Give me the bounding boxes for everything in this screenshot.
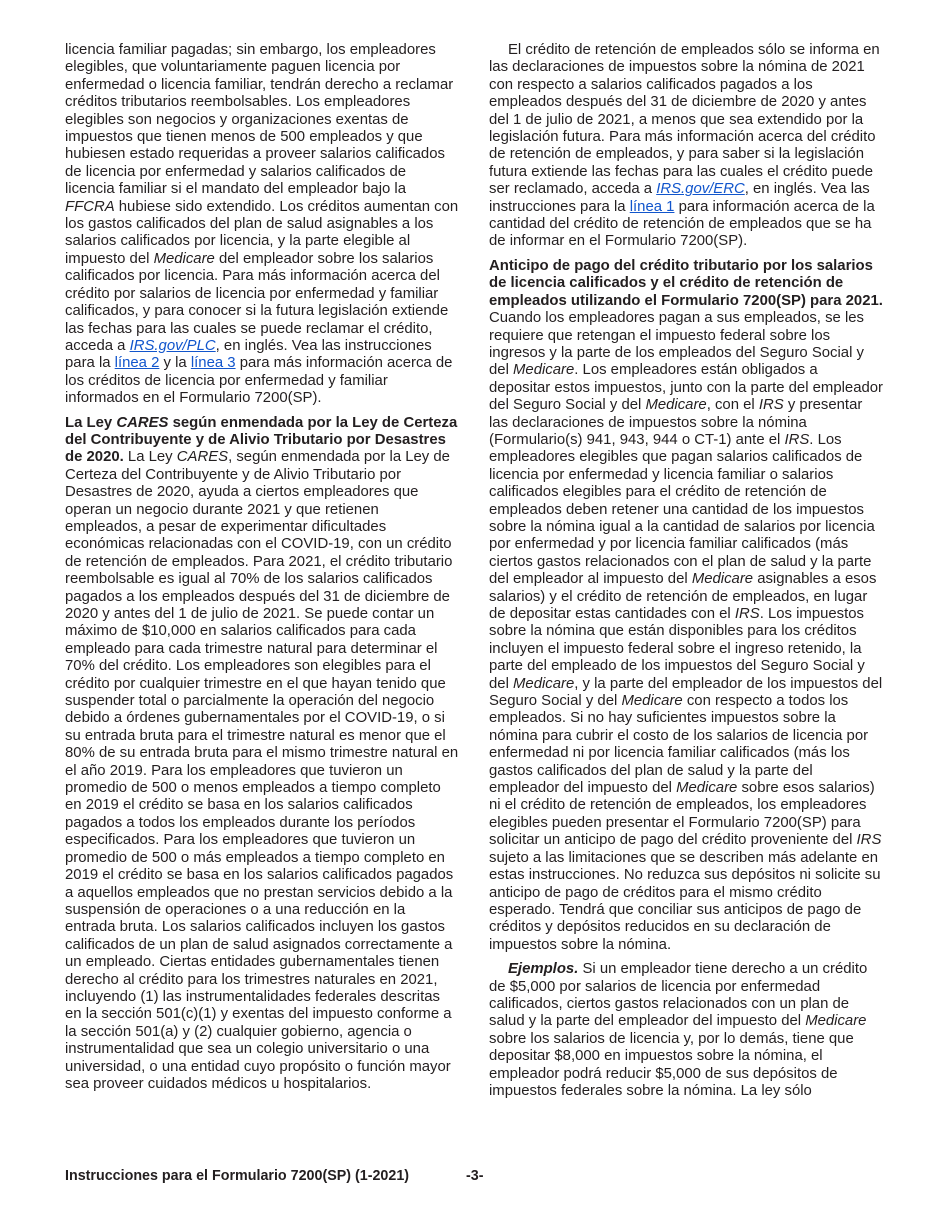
text-run: licencia familiar pagadas; sin embargo, los empleadores elegibles, que voluntariamente paguen licencia por enfermedad o licencia familiar, tendrán derecho a reclamar créditos tributarios reembolsables. Los empleadores elegibles son negocios y organizaciones exentas de impuestos que tienen menos de 500 empleados y que hubiesen estado requeridas a proveer salarios calificados de licencia por enfermedad y salarios calificados de licencia familiar si el mandato del empleador bajo la (65, 42, 454, 198)
link-irs-plc[interactable]: IRS.gov/PLC (129, 337, 216, 354)
link-linea-3[interactable]: línea 3 (190, 355, 236, 372)
section-heading-advance-payment: Anticipo de pago del crédito tributario por los salarios de licencia calificados y el crédito de retención de empleados utilizando el Formulario 7200(SP) para 2021. (489, 257, 883, 309)
text-run: El crédito de retención de empleados sólo se informa en las declaraciones de impuestos sobre la nómina de 2021 con respecto a salarios calificados pagados a los empleados después del 31 de diciembre de 2020 y antes del 1 de julio de 2021, a menos que sea extendido por la legislación futura. Para más información acerca del crédito de retención de empleados, y para saber si la legislación futura extiende las fechas para las cuales el crédito puede ser reclamado, acceda a (489, 42, 880, 198)
text-run-italic: Medicare (153, 250, 215, 267)
link-linea-1[interactable]: línea 1 (629, 198, 675, 215)
text-run: del empleador sobre los salarios calificados por licencia. Para más información acerca del crédito por salarios de licencia por enfermedad y familiar calificados, y para conocer si la futura legislación extiende las fechas para las cuales se puede reclamar el crédito, acceda a (65, 250, 449, 354)
right-column (489, 42, 883, 1107)
page-footer (65, 1168, 885, 1185)
paragraph-paid-leave-credits (65, 42, 459, 408)
text-run: hubiese sido extendido. Los créditos aumentan con los gastos calificados del plan de salud asignables a los salarios calificados por licencia, y la parte elegible al impuesto del (65, 198, 459, 267)
text-run-italic: FFCRA (65, 198, 115, 215)
footer-form-title: Instrucciones para el Formulario 7200(SP) (1-2021) (65, 1168, 410, 1184)
text-run: , en inglés. Vea las instrucciones para la (65, 337, 432, 372)
section-heading-cares-act: La Ley CARES según enmendada por la Ley de Certeza del Contribuyente y de Alivio Tributario por Desastres de 2020. (65, 414, 458, 466)
text-run: , en inglés. Vea las instrucciones para la (489, 181, 870, 215)
link-irs-erc[interactable]: IRS.gov/ERC (656, 181, 745, 198)
page-number: -3- (466, 1168, 484, 1184)
link-linea-2[interactable]: línea 2 (114, 355, 160, 372)
text-run-italic: CARES (176, 449, 229, 466)
paragraph-advance-payment: Anticipo de pago del crédito tributario por los salarios de licencia calificados y el crédito de retención de empleados utilizando el Formulario 7200(SP) para 2021. Cuando los empleadores pagan a sus empleados, se les requiere que retengan el impuesto federal sobre los ingresos y la parte de los empleados del Seguro Social y del Medicare. Los empleadores están obligados a depositar estos impuestos, junto con la parte del empleador del Seguro Social y del Medicare, con el IRS y presentar las declaraciones de impuestos sobre la nómina (Formulario(s) 941, 943, 944 o CT-1) ante el IRS. Los empleadores elegibles que pagan salarios calificados de licencia por enfermedad y licencia familiar o salarios calificados elegibles para el crédito de retención de empleados deben retener una cantidad de los impuestos sobre la nómina igual a la cantidad de salarios por licencia por enfermedad y por licencia familiar calificados (más ciertos gastos relacionados con el plan de salud y la parte del empleador al impuesto del Medicare asignables a esos salarios) y el crédito de retención de empleados, en lugar de depositar estas cantidades con el IRS. Los impuestos sobre la nómina que están disponibles para los créditos incluyen el impuesto federal sobre el ingreso retenido, la parte del empleado de los impuestos del Seguro Social y del Medicare, y la parte del empleador de los impuestos del Seguro Social y del Medicare con respecto a todos los empleados. Si no hay suficientes impuestos sobre la nómina para cubrir el costo de los salarios de licencia por enfermedad ni por licencia familiar calificados (más los gastos calificados del plan de salud y la parte del empleador del impuesto del Medicare sobre esos salarios) ni el crédito de retención de empleados, los empleadores elegibles pueden presentar el Formulario 7200(SP) para solicitar un anticipo de pago del crédito proveniente del IRS sujeto a las limitaciones que se describen más adelante en estas instrucciones. No reduzca sus depósitos ni solicite su anticipo de pago de créditos para el mismo crédito esperado. Tendrá que conciliar sus anticipos de pago de créditos y depósitos reducidos en su declaración de impuestos sobre la nómina. (489, 257, 884, 953)
text-run: para más información acerca de los créditos de licencia por enfermedad y familiar informados en el Formulario 7200(SP). (65, 355, 453, 407)
text-run: para información acerca de la cantidad del crédito de retención de empleados que se ha de informar en el Formulario 7200(SP). (489, 198, 875, 250)
paragraph-examples: Ejemplos. Si un empleador tiene derecho a un crédito de $5,000 por salarios de licencia por enfermedad calificados, ciertos gastos relacionados con un plan de salud y la parte del empleador del impuesto del Medicare sobre los salarios de licencia y, por lo demás, tiene que depositar $8,000 en impuestos sobre la nómina, el empleador podrá reducir $5,000 de sus depósitos de impuestos federales sobre la nómina. La ley sólo (489, 961, 868, 1099)
text-run: y la (159, 355, 191, 372)
paragraph-employee-retention-credit (489, 42, 883, 251)
left-column (65, 42, 459, 1100)
paragraph-cares-act (65, 415, 459, 1094)
text-run: La Ley (123, 449, 177, 466)
examples-heading: Ejemplos. (508, 961, 579, 978)
text-run: , según enmendada por la Ley de Certeza del Contribuyente y de Alivio Tributario por Desastres de 2020, ayuda a ciertos empleadores que operan un negocio durante 2021 y que retienen empleados, a pesar de experimentar dificultades económicas relacionadas con el COVID-19, con un crédito de retención de empleados. Para 2021, el crédito tributario reembolsable es igual al 70% de los salarios calificados pagados a los empleados después del 31 de diciembre de 2020 y antes del 1 de julio de 2021. Se puede contar un máximo de $10,000 en salarios calificados para cada empleado para cada trimestre natural para determinar el 70% del crédito. Los empleadores son elegibles para el crédito por cualquier trimestre en el que hayan tenido que suspender total o parcialmente la operación del negocio debido a órdenes gubernamentales por el COVID-19, o si su entrada bruta para el trimestre natural es menor que el 80% de su entrada bruta para el mismo trimestre natural en el año 2019. Para los empleadores que tuvieron un promedio de 500 o menos empleados a tiempo completo en 2019 el crédito se basa en los salarios calificados pagados a todos los empleados durante los períodos especificados. Para los empleadores que tuvieron un promedio de 500 o más empleados a tiempo completo en 2019 el crédito se basa en los salarios calificados pagados a aquellos empleados que no prestan servicios debido a la suspensión de operaciones o a una reducción en la entrada bruta. Los salarios calificados incluyen los gastos calificados de un plan de salud asignados correctamente a un empleado. Ciertas entidades gubernamentales tienen derecho al crédito para los trimestres naturales en 2021, incluyendo (1) las instrumentalidades federales descritas en la sección 501(c)(1) y exentas del impuesto conforme a la sección 501(a) y (2) cualquier gobierno, agencia o instrumentalidad que sea un colegio universitario o una universidad, o una entidad cuyo propósito o función mayor sea proveer cuidados médicos u hospitalarios. (65, 449, 459, 1092)
